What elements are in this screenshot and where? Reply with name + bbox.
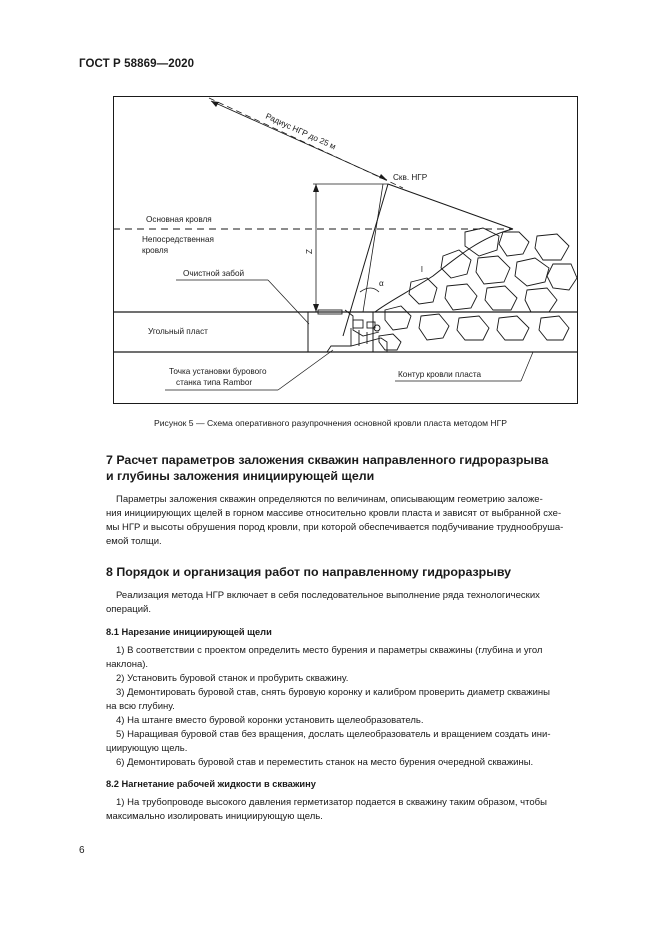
section7-p-line4: емой толщи. xyxy=(106,536,162,547)
page-number: 6 xyxy=(79,845,85,856)
l-label: l xyxy=(421,265,423,274)
section7-heading-line2: и глубины заложения инициирующей щели xyxy=(106,469,375,483)
sub81-heading: 8.1 Нарезание инициирующей щели xyxy=(106,627,272,637)
drill-point-label-1: Точка установки бурового xyxy=(169,367,267,376)
sub81-item5-line1: 5) Наращивая буровой став без вращения, дослать щелеобразователь и вращением создать ини- xyxy=(116,729,551,740)
sub82-heading: 8.2 Нагнетание рабочей жидкости в скважину xyxy=(106,779,316,789)
section7-heading-line1: 7 Расчет параметров заложения скважин направленного гидроразрыва xyxy=(106,453,549,467)
figure-frame xyxy=(114,97,578,404)
section8-heading: 8 Порядок и организация работ по направленному гидроразрыву xyxy=(106,565,512,579)
drill-point-label-2: станка типа Rambor xyxy=(176,378,253,387)
sub82-item1-line2: максимально изолировать инициирующую щель. xyxy=(106,811,323,822)
alpha-arc xyxy=(360,288,379,292)
section8-p-line2: операций. xyxy=(106,604,151,615)
section7-p-line3: мы НГР и высоты обрушения пород кровли, при которой обеспечивается подбучивание труднообруша- xyxy=(106,522,564,533)
figure-diagram xyxy=(113,96,578,404)
sub81-item3-line2: на всю глубину. xyxy=(106,701,175,712)
figure-caption: Рисунок 5 — Схема оперативного разупрочнения основной кровли пласта методом НГР xyxy=(154,418,507,428)
roof-scheme-diagram xyxy=(113,96,578,404)
section7-p-line2: ния инициирующих щелей в горном массиве относительно кровли пласта и зависят от выбранной схе- xyxy=(106,508,562,519)
sub81-item1-line2: наклона). xyxy=(106,659,149,670)
well-line-2 xyxy=(363,184,383,312)
sub81-item6: 6) Демонтировать буровой став и переместить станок на место бурения очередной скважины. xyxy=(116,757,534,768)
alpha-label: α xyxy=(379,279,384,288)
sub81-item5-line2: циирующую щель. xyxy=(106,743,188,754)
section7-p-line1: Параметры заложения скважин определяются по величинам, описывающим геометрию заложе- xyxy=(116,494,543,505)
z-label: Z xyxy=(305,248,314,254)
drill-rig-icon xyxy=(318,310,387,352)
contour-label: Контур кровли пласта xyxy=(398,370,482,379)
sub82-item1-line1: 1) На трубопроводе высокого давления герметизатор подается в скважину таким образом, чтобы xyxy=(116,797,547,808)
sub81-item3-line1: 3) Демонтировать буровой став, снять буровую коронку и калибром проверить диаметр скважины xyxy=(116,687,551,698)
caved-rock-zone xyxy=(375,228,577,350)
radius-arrow-line xyxy=(211,101,387,180)
face-label: Очистной забой xyxy=(183,269,245,278)
sub81-item4: 4) На штанге вместо буровой коронки установить щелеобразователь. xyxy=(116,715,424,726)
sub81-item1-line1: 1) В соответствии с проектом определить место бурения и параметры скважины (глубина и угол xyxy=(116,645,543,656)
main-roof-label: Основная кровля xyxy=(146,215,212,224)
sub81-item2: 2) Установить буровой станок и пробурить скважину. xyxy=(116,673,349,684)
immediate-roof-label-1: Непосредственная xyxy=(142,235,214,244)
section8-p-line1: Реализация метода НГР включает в себя последовательное выполнение ряда технологических xyxy=(116,590,540,601)
well-label: Скв. НГР xyxy=(393,173,428,182)
radius-label: Радиус НГР до 25 м xyxy=(264,111,338,152)
coal-seam-label: Угольный пласт xyxy=(148,327,208,336)
immediate-roof-label-2: кровля xyxy=(142,246,169,255)
fracture-line xyxy=(388,184,513,229)
document-header: ГОСТ Р 58869—2020 xyxy=(79,58,195,70)
